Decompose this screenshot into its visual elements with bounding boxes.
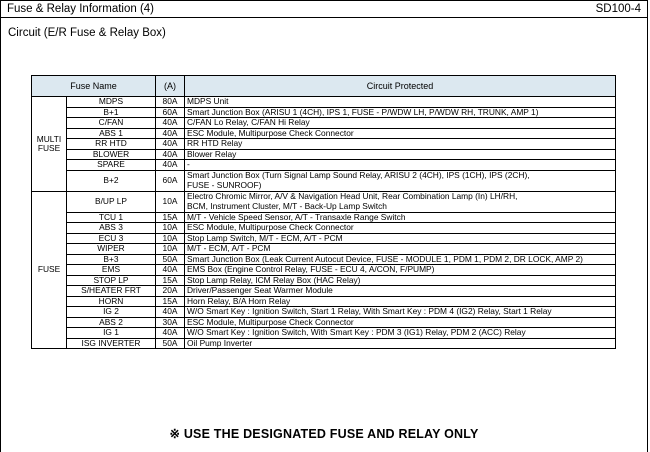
fuse-name-cell: ECU 3 bbox=[67, 233, 156, 244]
circuit-cell: Smart Junction Box (Turn Signal Lamp Sound Relay, ARISU 2 (4CH), IPS (1CH), IPS (2CH), FUSE - SUNROOF) bbox=[185, 170, 616, 191]
fuse-table-body bbox=[32, 97, 616, 349]
circuit-cell: MDPS Unit bbox=[185, 97, 616, 108]
table-row bbox=[32, 149, 616, 160]
table-row bbox=[32, 244, 616, 255]
table-row bbox=[32, 107, 616, 118]
fuse-name-cell: BLOWER bbox=[67, 149, 156, 160]
table-row bbox=[32, 338, 616, 349]
fuse-name-cell: EMS bbox=[67, 265, 156, 276]
table-row bbox=[32, 275, 616, 286]
amperage-cell: 80A bbox=[156, 97, 185, 108]
circuit-cell: Electro Chromic Mirror, A/V & Navigation Head Unit, Rear Combination Lamp (In) LH/RH, BCM, Instrument Cluster, M/T - Back-Up Lamp Switch bbox=[185, 191, 616, 212]
amperage-cell: 50A bbox=[156, 254, 185, 265]
fuse-table bbox=[31, 75, 616, 349]
amperage-cell: 40A bbox=[156, 149, 185, 160]
fuse-name-cell: MDPS bbox=[67, 97, 156, 108]
table-row bbox=[32, 191, 616, 212]
circuit-cell: Blower Relay bbox=[185, 149, 616, 160]
table-row bbox=[32, 286, 616, 297]
table-row bbox=[32, 296, 616, 307]
title-bar bbox=[0, 0, 648, 18]
header-circuit: Circuit Protected bbox=[185, 76, 616, 97]
fuse-name-cell: B+3 bbox=[67, 254, 156, 265]
table-header-row bbox=[32, 76, 616, 97]
fuse-name-cell: ABS 2 bbox=[67, 317, 156, 328]
amperage-cell: 10A bbox=[156, 191, 185, 212]
circuit-cell: RR HTD Relay bbox=[185, 139, 616, 150]
amperage-cell: 60A bbox=[156, 170, 185, 191]
circuit-cell: Oil Pump Inverter bbox=[185, 338, 616, 349]
circuit-cell: C/FAN Lo Relay, C/FAN Hi Relay bbox=[185, 118, 616, 129]
fuse-name-cell: S/HEATER FRT bbox=[67, 286, 156, 297]
table-row bbox=[32, 254, 616, 265]
amperage-cell: 10A bbox=[156, 223, 185, 234]
table-row bbox=[32, 212, 616, 223]
fuse-name-cell: WIPER bbox=[67, 244, 156, 255]
group-label: MULTI FUSE bbox=[32, 97, 67, 192]
amperage-cell: 10A bbox=[156, 233, 185, 244]
circuit-cell: Stop Lamp Relay, ICM Relay Box (HAC Relay) bbox=[185, 275, 616, 286]
table-row bbox=[32, 307, 616, 318]
fuse-name-cell: B+1 bbox=[67, 107, 156, 118]
page-title: Fuse & Relay Information (4) bbox=[7, 3, 155, 15]
amperage-cell: 40A bbox=[156, 307, 185, 318]
circuit-cell: M/T - ECM, A/T - PCM bbox=[185, 244, 616, 255]
fuse-name-cell: IG 2 bbox=[67, 307, 156, 318]
amperage-cell: 40A bbox=[156, 265, 185, 276]
section-title: Circuit (E/R Fuse & Relay Box) bbox=[8, 27, 166, 39]
table-row bbox=[32, 233, 616, 244]
table-row bbox=[32, 139, 616, 150]
circuit-cell: Smart Junction Box (Leak Current Autocut Device, FUSE - MODULE 1, PDM 1, PDM 2, DR LOCK, AMP 2) bbox=[185, 254, 616, 265]
fuse-name-cell: RR HTD bbox=[67, 139, 156, 150]
table-row bbox=[32, 160, 616, 171]
circuit-cell: Driver/Passenger Seat Warmer Module bbox=[185, 286, 616, 297]
table-row bbox=[32, 170, 616, 191]
amperage-cell: 15A bbox=[156, 212, 185, 223]
table-row bbox=[32, 118, 616, 129]
amperage-cell: 40A bbox=[156, 118, 185, 129]
amperage-cell: 60A bbox=[156, 107, 185, 118]
usage-note: ※ USE THE DESIGNATED FUSE AND RELAY ONLY bbox=[169, 427, 479, 441]
fuse-name-cell: ABS 3 bbox=[67, 223, 156, 234]
circuit-cell: W/O Smart Key : Ignition Switch, With Smart Key : PDM 3 (IG1) Relay, PDM 2 (ACC) Relay bbox=[185, 328, 616, 339]
amperage-cell: 40A bbox=[156, 328, 185, 339]
circuit-cell: ESC Module, Multipurpose Check Connector bbox=[185, 223, 616, 234]
amperage-cell: 30A bbox=[156, 317, 185, 328]
page-code: SD100-4 bbox=[595, 3, 641, 15]
fuse-name-cell: SPARE bbox=[67, 160, 156, 171]
header-amperage: (A) bbox=[156, 76, 185, 97]
fuse-name-cell: IG 1 bbox=[67, 328, 156, 339]
table-row bbox=[32, 97, 616, 108]
fuse-name-cell: TCU 1 bbox=[67, 212, 156, 223]
table-row bbox=[32, 128, 616, 139]
circuit-cell: ESC Module, Multipurpose Check Connector bbox=[185, 317, 616, 328]
amperage-cell: 50A bbox=[156, 338, 185, 349]
amperage-cell: 10A bbox=[156, 244, 185, 255]
circuit-cell: EMS Box (Engine Control Relay, FUSE - ECU 4, A/CON, F/PUMP) bbox=[185, 265, 616, 276]
circuit-cell: - bbox=[185, 160, 616, 171]
fuse-name-cell: B/UP LP bbox=[67, 191, 156, 212]
circuit-cell: ESC Module, Multipurpose Check Connector bbox=[185, 128, 616, 139]
amperage-cell: 15A bbox=[156, 275, 185, 286]
fuse-name-cell: B+2 bbox=[67, 170, 156, 191]
circuit-cell: Smart Junction Box (ARISU 1 (4CH), IPS 1, FUSE - P/WDW LH, P/WDW RH, TRUNK, AMP 1) bbox=[185, 107, 616, 118]
fuse-name-cell: HORN bbox=[67, 296, 156, 307]
circuit-cell: W/O Smart Key : Ignition Switch, Start 1 Relay, With Smart Key : PDM 4 (IG2) Relay, Start 1 Relay bbox=[185, 307, 616, 318]
header-fuse-name: Fuse Name bbox=[32, 76, 156, 97]
table-row bbox=[32, 317, 616, 328]
fuse-name-cell: ISG INVERTER bbox=[67, 338, 156, 349]
table-row bbox=[32, 223, 616, 234]
circuit-cell: M/T - Vehicle Speed Sensor, A/T - Transaxle Range Switch bbox=[185, 212, 616, 223]
amperage-cell: 20A bbox=[156, 286, 185, 297]
table-row bbox=[32, 265, 616, 276]
amperage-cell: 15A bbox=[156, 296, 185, 307]
fuse-name-cell: STOP LP bbox=[67, 275, 156, 286]
circuit-cell: Horn Relay, B/A Horn Relay bbox=[185, 296, 616, 307]
amperage-cell: 40A bbox=[156, 160, 185, 171]
fuse-name-cell: ABS 1 bbox=[67, 128, 156, 139]
table-row bbox=[32, 328, 616, 339]
circuit-cell: Stop Lamp Switch, M/T - ECM, A/T - PCM bbox=[185, 233, 616, 244]
group-label: FUSE bbox=[32, 191, 67, 349]
amperage-cell: 40A bbox=[156, 139, 185, 150]
fuse-name-cell: C/FAN bbox=[67, 118, 156, 129]
amperage-cell: 40A bbox=[156, 128, 185, 139]
